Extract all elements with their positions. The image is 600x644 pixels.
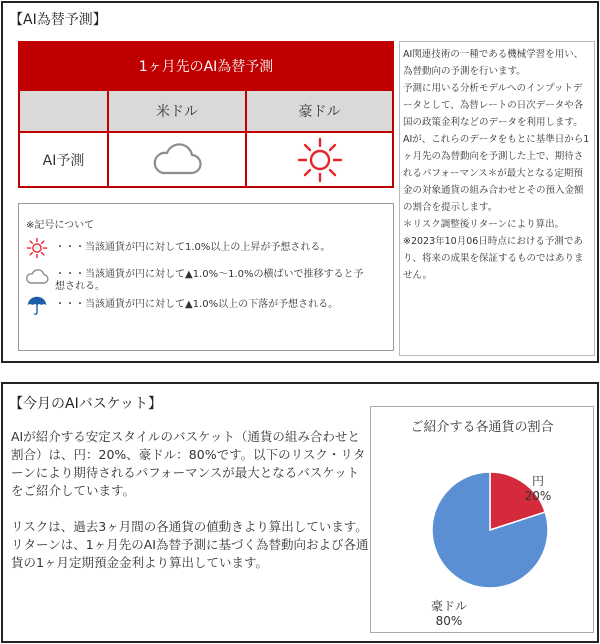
basket-description (11, 428, 371, 590)
symbol-legend (18, 203, 394, 351)
header-usd: 米ドル (107, 91, 245, 131)
legend-item-text: ・・・当該通貨が円に対して▲1.0%～1.0%の横ばいで推移すると予想される。 (55, 269, 364, 292)
explanation-paragraph: ＊リスク調整後リターンにより算出。 (403, 219, 565, 230)
ai-forecast-panel (1, 1, 599, 363)
row-label-ai-forecast: AI予測 (42, 152, 85, 169)
pie-label-value: 80% (435, 614, 463, 628)
explanation-paragraph: AIが、これらのデータをもとに基準日から1ヶ月先の為替動向を予測した上で、期待されるパフォーマンス＊が最大となる定期預金の対象通貨の組み合わせとその預入金額の割合を提示します。 (403, 134, 590, 213)
header-empty-cell (20, 91, 107, 131)
explanation-paragraph: AI関連技術の一種である機械学習を用い、為替動向の予測を行います。 (403, 49, 584, 77)
cloud-icon (25, 266, 49, 288)
legend-title: ※記号について (26, 220, 95, 231)
pie-chart (371, 407, 595, 634)
aud-forecast-cell (245, 133, 392, 186)
legend-item-text: ・・・当該通貨が円に対して1.0%以上の上昇が予想される。 (55, 242, 331, 253)
pie-label-category: 豪ドル (430, 599, 468, 613)
basket-paragraph: リスクは、過去3ヶ月間の各通貨の値動きより算出しています。リターンは、1ヶ月先のAI為替予測に基づく為替動向および各通貨の1ヶ月定期預金金利より算出しています。 (11, 519, 369, 570)
basket-section-title: 【今月のAIバスケット】 (9, 396, 163, 412)
forecast-explanation (399, 41, 595, 356)
currency-ratio-chart (370, 406, 594, 633)
explanation-paragraph: 予測に用いる分析モデルへのインプットデータとして、為替レートの日次データや各国の政策金利などのデータを利用します。 (403, 83, 584, 128)
legend-item-umbrella (25, 294, 365, 316)
pie-label-category: 円 (531, 474, 545, 488)
umbrella-icon (25, 294, 49, 316)
legend-item-sun (25, 237, 365, 259)
ai-basket-panel (1, 382, 599, 643)
usd-forecast-cell (107, 133, 245, 186)
cloud-icon (151, 142, 203, 178)
header-aud: 豪ドル (245, 91, 392, 131)
explanation-paragraph: ※2023年10月06日時点における予測であり、将来の成果を保証するものではありません。 (403, 236, 584, 281)
legend-item-text: ・・・当該通貨が円に対して▲1.0%以上の下落が予想される。 (55, 299, 339, 310)
forecast-table-title: 1ヶ月先のAI為替予測 (20, 43, 392, 89)
forecast-table-row (20, 131, 392, 186)
forecast-section-title: 【AI為替予測】 (9, 12, 107, 28)
chart-title: ご紹介する各通貨の割合 (410, 420, 554, 435)
legend-item-cloud (25, 266, 365, 293)
basket-paragraph: AIが紹介する安定スタイルのバスケット（通貨の組み合わせと割合）は、円：20%、豪ドル：80%です。以下のリスク・リターンにより期待されるパフォーマンスが最大となるバスケットをご紹介しています。 (11, 429, 366, 498)
sun-icon (296, 136, 344, 184)
forecast-table-header-row (20, 89, 392, 131)
pie-label-value: 20% (524, 489, 552, 503)
forecast-table (18, 41, 394, 188)
sun-icon (25, 237, 49, 259)
